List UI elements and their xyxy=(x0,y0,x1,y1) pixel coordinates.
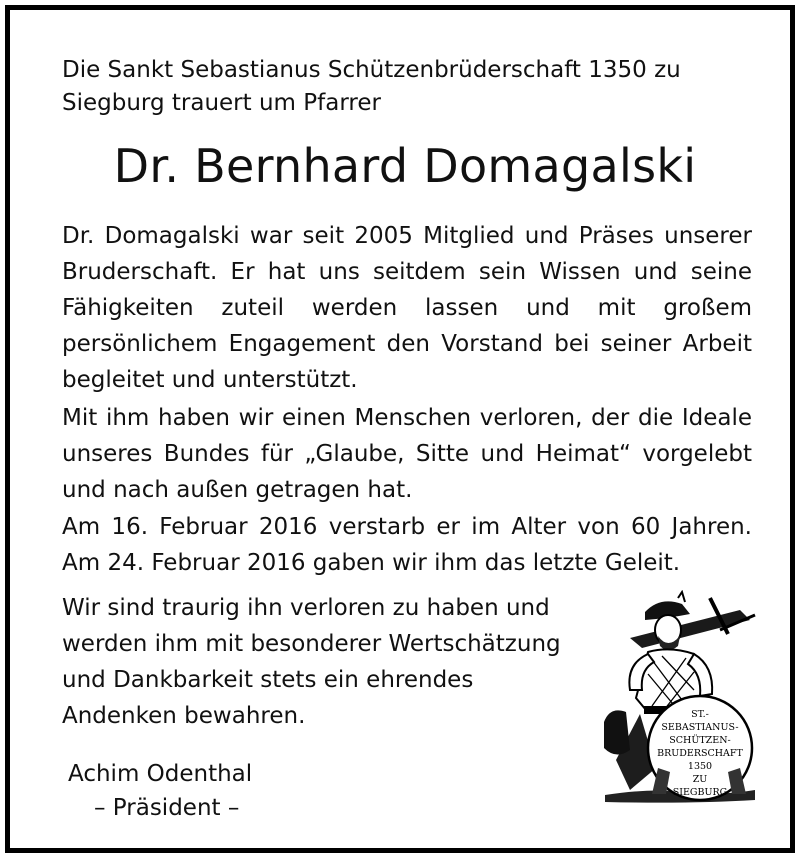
signature-name: Achim Odenthal xyxy=(68,761,253,787)
seal-line: SCHÜTZEN- xyxy=(669,735,731,746)
deceased-name: Dr. Bernhard Domagalski xyxy=(113,139,697,193)
paragraph-condolence: Wir sind traurig ihn verloren zu haben und werden ihm mit besonderer Wertschätzung und Dankbarkeit stets ein ehrendes Andenken bewahren. xyxy=(62,595,561,729)
emblem-seal-text xyxy=(654,708,746,799)
obituary-notice xyxy=(5,5,795,853)
seal-line: ST.- xyxy=(691,709,709,720)
paragraph-dates: Am 16. Februar 2016 verstarb er im Alter von 60 Jahren. Am 24. Februar 2016 gaben wir ihm das letzte Geleit. xyxy=(62,514,752,576)
intro-text: Die Sankt Sebastianus Schützenbrüderschaft 1350 zu Siegburg trauert um Pfarrer xyxy=(62,57,681,116)
paragraph-membership: Dr. Domagalski war seit 2005 Mitglied und Präses unserer Bruderschaft. Er hat uns seitdem sein Wissen und seine Fähigkeiten zuteil werden lassen und mit großem persönlichem Engagement den Vorstand bei seiner Arbeit begleitet und unterstützt. xyxy=(62,223,752,393)
brotherhood-emblem xyxy=(590,590,760,815)
seal-line: ZU xyxy=(692,774,708,785)
signature-title: – Präsident – xyxy=(94,795,240,821)
seal-line: SIEGBURG xyxy=(672,787,728,798)
seal-line: SEBASTIANUS- xyxy=(661,722,739,733)
seal-line: BRUDERSCHAFT xyxy=(657,748,743,759)
paragraph-ideals: Mit ihm haben wir einen Menschen verloren, der die Ideale unseres Bundes für „Glaube, Sitte und Heimat“ vorgelebt und nach außen getragen hat. xyxy=(62,405,752,503)
seal-line: 1350 xyxy=(687,761,713,772)
